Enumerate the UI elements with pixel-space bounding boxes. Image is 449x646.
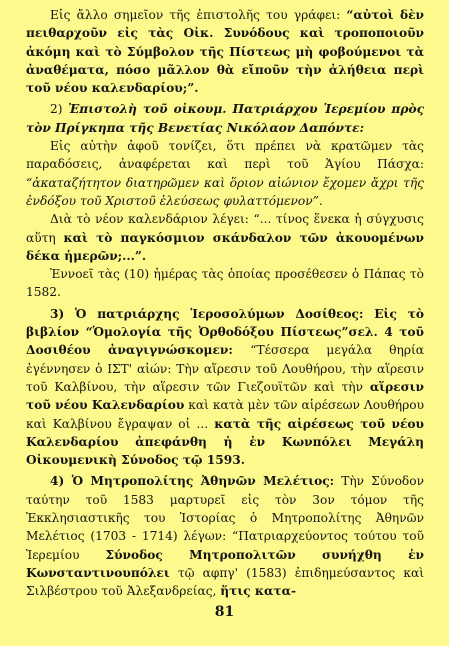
text-run: Ἐπιστολὴ τοῦ οἰκουμ. Πατριάρχου Ἱερεμίου πρὸς τὸν Πρίγκηπα τῆς Βενετίας Νικόλαον Δαπόντε: xyxy=(26,102,424,135)
paragraph xyxy=(26,305,424,470)
paragraph xyxy=(26,100,424,137)
body-text xyxy=(26,6,424,601)
text-run: “Τέσσερα μεγάλα θηρία ἐγέννησεν ὁ ΙΣΤ' αἰών: Τὴν αἵρεσιν τοῦ Λουθήρου, τὴν αἵρεσιν τοῦ Καλβίνου, τὴν αἵρεσιν τῶν Γιεζουϊτῶν καὶ τὴν xyxy=(26,343,424,394)
text-run: Ἐννοεῖ τὰς (10) ἡμέρας τὰς ὁποίας προσέθεσεν ὁ Πάπας τὸ 1582. xyxy=(26,267,424,300)
text-run: 2) xyxy=(50,102,69,117)
paragraph xyxy=(26,210,424,265)
paragraph xyxy=(26,137,424,210)
text-run: Εἰς ἄλλο σημεῖον τῆς ἐπιστολῆς του γράφει: xyxy=(50,8,347,22)
paragraph xyxy=(26,472,424,600)
paragraph xyxy=(26,265,424,302)
text-run: καὶ τὸ παγκόσμιον σκάνδαλον τῶν ἀκουομένων δέκα ἡμερῶν;...”. xyxy=(26,230,424,263)
text-run: “ἀκαταζήτητον διατηρῶμεν καὶ ὅριον αἰώνιον ἔχομεν ἄχρι τῆς ἐνδόξου τοῦ Χριστοῦ ἐλεύσεως φυλαττόμενον”. xyxy=(26,175,424,208)
text-run: “αὐτοὶ δὲν πειθαρχοῦν εἰς τὰς Οἰκ. Συνόδους καὶ τροποποιοῦν ἀκόμη καὶ τὸ Σύμβολον τῆς Πίστεως μὴ φοβούμενοι τὰ ἀναθέματα, πόσο μᾶλλον θὰ εἴποῦν τὴν ἀλήθεια περὶ τοῦ νέου καλενδαρίου;”. xyxy=(26,8,424,96)
page-number: 81 xyxy=(214,604,235,620)
text-run: Διὰ τὸ νέον καλενδάριον λέγει: “... τίνος ἕνεκα ἡ σύγχυσις αὕτη xyxy=(26,212,424,245)
text-run: καὶ κατὰ μὲν τῶν αἱρέσεων Λουθήρου καὶ Καλβίνου ἔγραψαν οἱ ... xyxy=(26,398,425,431)
text-run: τῷ αφπγ' (1583) ἐπιδημεύσαντος καὶ Σιλβέστρου τοῦ Ἀλεξανδρείας, xyxy=(26,565,424,599)
text-run: 3) Ὁ πατριάρχης Ἱεροσολύμων Δοσίθεος: Εἰς τὸ βιβλίον “Ὁμολογία τῆς Ὀρθοδόξου Πίστεως”σελ. 4 τοῦ Δοσιθέου ἀναγιγνώσκομεν: xyxy=(26,306,424,358)
text-run: Σύνοδος Μητροπολιτῶν συνήχθη ἐν Κωνσταντινουπόλει xyxy=(26,547,424,580)
text-run: ἥτις κατα- xyxy=(220,584,297,599)
text-run: Εἰς αὐτὴν ἀφοῦ τονίζει, ὅτι πρέπει νὰ κρατῶμεν τὰς παραδόσεις, ἀναφέρεται καὶ περὶ τοῦ Ἁγίου Πάσχα: xyxy=(26,139,424,172)
text-run: 4) Ὁ Μητροπολίτης Ἀθηνῶν Μελέτιος: xyxy=(50,474,335,489)
text-run: Τὴν Σύνοδον ταύτην τοῦ 1583 μαρτυρεῖ εἰς τὸν 3ον τόμον τῆς Ἐκκλησιαστικῆς του Ἱστορίας ὁ Μητροπολίτης Ἀθηνῶν Μελέτιος (1703 - 1714) λέγων: “Πατριαρχεύοντος τούτου τοῦ Ἱερεμίου xyxy=(26,474,424,562)
text-run: κατὰ τῆς αἱρέσεως τοῦ νέου Καλενδαρίου ἀπεφάνθη ἡ ἐν Κωνπόλει Μεγάλη Οἰκουμενικὴ Σύνοδος τῷ 1593. xyxy=(26,416,424,468)
text-run: αἵρεσιν τοῦ νέου Καλενδαρίου xyxy=(26,379,424,413)
paragraph xyxy=(26,6,424,97)
